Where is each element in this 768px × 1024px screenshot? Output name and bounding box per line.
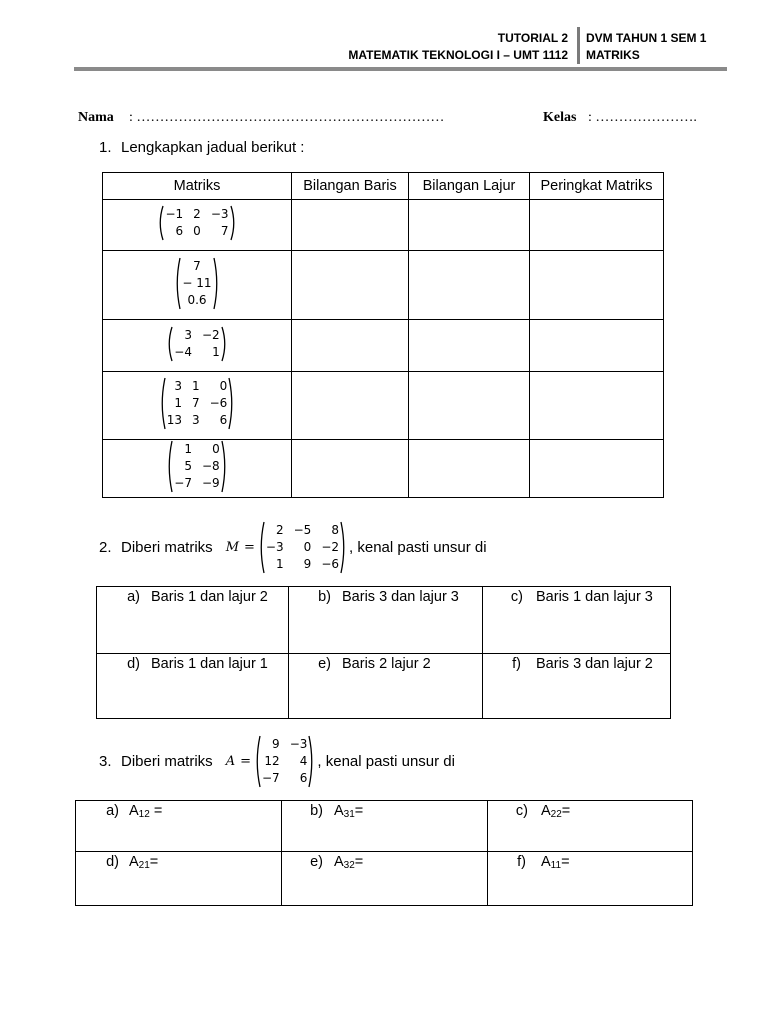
item-text: Baris 1 dan lajur 1 — [151, 656, 268, 672]
item-label: a) — [127, 589, 140, 605]
q2-text: Diberi matriks — [121, 538, 213, 556]
matrix-entry: 6 — [299, 770, 308, 785]
left-paren — [258, 521, 265, 574]
matrix-entries — [173, 440, 220, 493]
matrix-entries — [164, 205, 229, 241]
matrix-entry: − 11 — [182, 275, 212, 290]
matrix-entry: −6 — [321, 556, 340, 571]
item-element: $A_{21}=$ — [129, 854, 159, 871]
q3-number: 3. — [99, 752, 112, 770]
q2-number: 2. — [99, 538, 112, 556]
matrix-entry: 3 — [191, 413, 200, 427]
right-paren — [213, 257, 220, 310]
item-label: d) — [127, 656, 140, 672]
matrix-entries — [261, 735, 308, 788]
header-divider — [577, 27, 580, 64]
q1-row — [103, 251, 664, 320]
q1-number: 1. — [99, 139, 112, 156]
item-label: c) — [510, 589, 523, 605]
matrix-entry: 4 — [299, 753, 308, 768]
item-text: Baris 3 dan lajur 3 — [342, 589, 459, 605]
matrix-entry: −3 — [289, 736, 308, 751]
q2-variable: M — [225, 539, 239, 555]
matrix-entry: 0 — [219, 379, 228, 393]
header-program — [586, 30, 706, 64]
q3-table — [75, 800, 693, 906]
item-label: e) — [310, 854, 323, 870]
matrix-entry: −4 — [174, 344, 192, 359]
matrix-entry: −5 — [293, 522, 312, 537]
matrix-entry: 12 — [264, 753, 280, 768]
matrix-entries — [166, 377, 229, 430]
matrix-entry: 0 — [303, 539, 312, 554]
item-label: b) — [310, 803, 323, 819]
matrix-entry: 0 — [212, 442, 220, 456]
answer-cols-2[interactable] — [409, 251, 530, 320]
q1-row — [103, 440, 664, 498]
q1-table — [102, 172, 664, 498]
q3-prompt — [99, 735, 455, 787]
q1-matrix-cell — [103, 372, 292, 440]
matrix-entry: 6 — [175, 224, 184, 238]
item-element: $A_{32}=$ — [334, 854, 364, 871]
q1-matrix-cell — [103, 251, 292, 320]
answer-cols-1[interactable] — [409, 200, 530, 251]
header-rule — [74, 67, 727, 71]
matrix-1 — [157, 205, 236, 241]
header-program-line1: DVM TAHUN 1 SEM 1 — [586, 31, 707, 45]
answer-cols-4[interactable] — [409, 372, 530, 440]
matrix-entry: 5 — [184, 459, 192, 473]
answer-order-5[interactable] — [530, 440, 664, 498]
matrix-entry: 1 — [191, 379, 200, 393]
class-label: Kelas — [543, 110, 577, 125]
matrix-entry: −2 — [321, 539, 340, 554]
q1-header-matrix: Matriks — [103, 173, 292, 200]
item-element: $A_{22}=$ — [541, 803, 571, 820]
q1-text: Lengkapkan jadual berikut : — [121, 139, 305, 156]
matrix-m — [258, 521, 347, 574]
answer-rows-5[interactable] — [292, 440, 409, 498]
header-topic: MATRIKS — [586, 48, 640, 62]
left-paren — [254, 735, 261, 788]
matrix-entries — [181, 257, 212, 310]
q1-row — [103, 320, 664, 372]
q3-cell-e[interactable] — [282, 852, 488, 906]
matrix-entry: −1 — [165, 207, 184, 221]
q1-matrix-cell — [103, 200, 292, 251]
q2-cell-f[interactable] — [483, 654, 671, 719]
answer-rows-2[interactable] — [292, 251, 409, 320]
right-paren — [221, 440, 228, 493]
answer-order-4[interactable] — [530, 372, 664, 440]
left-paren — [174, 257, 181, 310]
answer-rows-3[interactable] — [292, 320, 409, 372]
matrix-entry: −6 — [209, 396, 228, 410]
item-label: a) — [106, 803, 119, 819]
item-element: $A_{12}$ = — [129, 803, 163, 820]
item-text: Baris 1 dan lajur 2 — [151, 589, 268, 605]
left-paren — [166, 326, 173, 362]
matrix-entry: 3 — [184, 327, 192, 342]
q2-equals: = — [244, 539, 255, 555]
matrix-entry: −7 — [261, 770, 280, 785]
matrix-entry: 7 — [191, 396, 200, 410]
q2-table — [96, 586, 671, 719]
matrix-entry: −3 — [265, 539, 284, 554]
matrix-entry: 2 — [193, 207, 201, 221]
answer-rows-1[interactable] — [292, 200, 409, 251]
answer-cols-5[interactable] — [409, 440, 530, 498]
q1-header-rows: Bilangan Baris — [292, 173, 409, 200]
right-paren — [221, 326, 228, 362]
left-paren — [157, 205, 164, 241]
right-paren — [230, 205, 237, 241]
q2-cell-a[interactable] — [97, 587, 289, 654]
item-label: d) — [106, 854, 119, 870]
left-paren — [159, 377, 166, 430]
item-text: Baris 1 dan lajur 3 — [536, 589, 653, 605]
answer-order-1[interactable] — [530, 200, 664, 251]
answer-cols-3[interactable] — [409, 320, 530, 372]
matrix-a — [254, 735, 315, 788]
q2-cell-d[interactable] — [97, 654, 289, 719]
header-course — [348, 30, 568, 64]
matrix-entry: 1 — [212, 344, 220, 359]
class-blank[interactable]: : …………………. — [588, 110, 697, 125]
item-text: Baris 3 dan lajur 2 — [536, 656, 653, 672]
matrix-2 — [174, 257, 219, 310]
header-tutorial: TUTORIAL 2 — [497, 31, 568, 45]
name-label: Nama — [78, 110, 114, 125]
matrix-entries — [265, 521, 340, 574]
q3-cell-d[interactable] — [76, 852, 282, 906]
q3-equals: = — [240, 753, 251, 769]
matrix-entry: 1 — [275, 556, 284, 571]
item-label: c) — [515, 803, 528, 819]
q2-cell-b[interactable] — [289, 587, 483, 654]
matrix-entry: 0.6 — [187, 292, 207, 307]
matrix-entry: 3 — [174, 379, 182, 393]
q3-text: Diberi matriks — [121, 752, 213, 770]
item-element: $A_{31}=$ — [334, 803, 364, 820]
matrix-entry: 13 — [166, 413, 182, 427]
matrix-entry: 9 — [272, 736, 280, 751]
item-label: e) — [318, 656, 331, 672]
q1-row — [103, 200, 664, 251]
matrix-entry: 1 — [184, 442, 192, 456]
answer-rows-4[interactable] — [292, 372, 409, 440]
matrix-entry: 7 — [220, 224, 229, 238]
q1-header-cols: Bilangan Lajur — [409, 173, 530, 200]
q3-cell-a[interactable] — [76, 801, 282, 852]
answer-order-2[interactable] — [530, 251, 664, 320]
q1-matrix-cell — [103, 320, 292, 372]
item-label: b) — [318, 589, 331, 605]
q1-matrix-cell — [103, 440, 292, 498]
right-paren — [308, 735, 315, 788]
matrix-entry: −9 — [202, 476, 220, 490]
matrix-entry: 0 — [193, 224, 201, 238]
matrix-entry: 1 — [174, 396, 182, 410]
q3-cell-f[interactable] — [488, 852, 693, 906]
q2-prompt — [99, 521, 487, 573]
matrix-entry: 8 — [331, 522, 340, 537]
name-blank[interactable]: : ………………………………………………………… — [129, 110, 445, 125]
q2-cell-e[interactable] — [289, 654, 483, 719]
item-text: Baris 2 lajur 2 — [342, 656, 431, 672]
item-label: f) — [512, 656, 521, 672]
matrix-entry: −7 — [174, 476, 192, 490]
left-paren — [166, 440, 173, 493]
matrix-5 — [166, 440, 227, 493]
answer-order-3[interactable] — [530, 320, 664, 372]
matrix-4 — [159, 377, 236, 430]
q3-cell-c[interactable] — [488, 801, 693, 852]
q2-cell-c[interactable] — [483, 587, 671, 654]
matrix-entry: 9 — [303, 556, 312, 571]
matrix-entry: 6 — [219, 413, 228, 427]
matrix-entry: −2 — [202, 327, 220, 342]
item-element: $A_{11}=$ — [541, 854, 570, 871]
matrix-3 — [166, 326, 227, 362]
matrix-entry: 2 — [275, 522, 284, 537]
header-subject: MATEMATIK TEKNOLOGI I – UMT 1112 — [348, 48, 568, 62]
item-label: f) — [517, 854, 526, 870]
q3-text-after: , kenal pasti unsur di — [317, 752, 455, 770]
q2-text-after: , kenal pasti unsur di — [349, 538, 487, 556]
matrix-entry: −8 — [202, 459, 220, 473]
q1-row — [103, 372, 664, 440]
right-paren — [228, 377, 235, 430]
q1-header-order: Peringkat Matriks — [530, 173, 664, 200]
q3-cell-b[interactable] — [282, 801, 488, 852]
matrix-entry: 7 — [193, 258, 201, 273]
q3-variable: A — [225, 753, 236, 769]
right-paren — [340, 521, 347, 574]
matrix-entries — [173, 326, 220, 362]
matrix-entry: −3 — [210, 207, 229, 221]
